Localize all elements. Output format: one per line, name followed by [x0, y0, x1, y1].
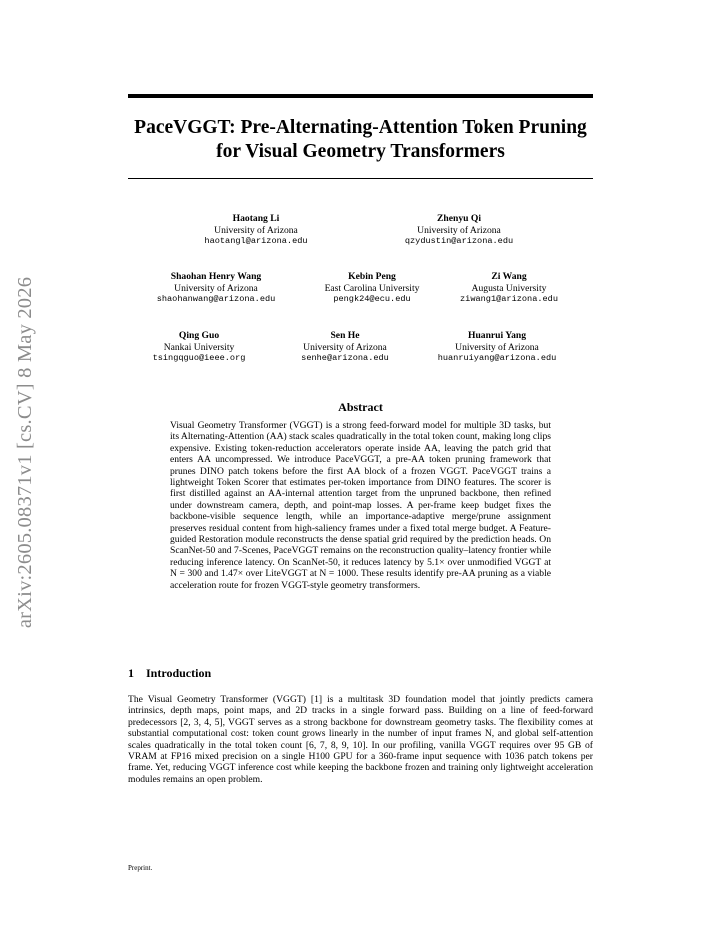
- author-affiliation: University of Arizona: [303, 341, 387, 353]
- author-affiliation: University of Arizona: [417, 224, 501, 236]
- author-name: Zi Wang: [491, 271, 527, 282]
- arxiv-id-text: arXiv:2605.08371v1 [cs.CV] 8 May 2026: [14, 276, 37, 628]
- author-block: [407, 330, 587, 365]
- preprint-footer: Preprint.: [128, 864, 153, 872]
- author-email: haotangl@arizona.edu: [204, 236, 308, 247]
- section-title: Introduction: [146, 666, 212, 680]
- author-block: [166, 213, 346, 248]
- author-name: Huanrui Yang: [467, 330, 527, 341]
- abstract-heading: Abstract: [338, 400, 383, 414]
- section-number: 1: [128, 666, 134, 680]
- title-top-rule: [128, 94, 593, 98]
- title-line-2: for Visual Geometry Transformers: [216, 141, 505, 162]
- author-email: huanruiyang@arizona.edu: [437, 353, 557, 364]
- author-email: ziwang1@arizona.edu: [460, 294, 558, 305]
- author-affiliation: University of Arizona: [455, 341, 539, 353]
- author-affiliation: Nankai University: [163, 341, 235, 353]
- author-email: senhe@arizona.edu: [301, 353, 389, 364]
- author-name: Shaohan Henry Wang: [170, 271, 262, 282]
- author-affiliation: University of Arizona: [174, 282, 258, 294]
- author-name: Kebin Peng: [348, 271, 396, 282]
- author-affiliation: Augusta University: [471, 282, 547, 294]
- author-name: Zhenyu Qi: [437, 213, 481, 224]
- introduction-text: The Visual Geometry Transformer (VGGT) [1] is a multitask 3D foundation model that jointly predicts camera intrinsics, depth maps, point maps, and 2D tracks in a single forward pass. Building on a line of feed-forward predecessors [2, 3, 4, 5], VGGT serves as a strong backbone for downstream geometry tasks. The flexibility comes at substantial computational cost: token count grows linearly in the number of input frames N, and global self-attention scales quadratically in the total token count [6, 7, 8, 9, 10]. In our profiling, vanilla VGGT requires over 95 GB of VRAM at FP16 mixed precision on a single H100 GPU for a 360-frame input sequence with 1036 patch tokens per frame. Yet, reducing VGGT inference cost while keeping the backbone frozen and training only lightweight acceleration modules remains an open problem.: [128, 694, 593, 785]
- author-block: [126, 271, 306, 306]
- author-email: shaohanwang@arizona.edu: [156, 294, 276, 305]
- author-name: Haotang Li: [232, 213, 280, 224]
- author-name: Sen He: [330, 330, 360, 341]
- author-affiliation: University of Arizona: [214, 224, 298, 236]
- author-name: Qing Guo: [178, 330, 220, 341]
- title-bottom-rule: [128, 178, 593, 179]
- author-block: [369, 213, 549, 248]
- section-heading-introduction: [128, 666, 211, 681]
- author-email: qzydustin@arizona.edu: [404, 236, 514, 247]
- title-line-1: PaceVGGT: Pre-Alternating-Attention Token Pruning: [134, 117, 587, 138]
- paper-title: [128, 116, 593, 164]
- author-email: pengk24@ecu.edu: [333, 294, 411, 305]
- abstract-text: Visual Geometry Transformer (VGGT) is a strong feed-forward model for multiple 3D tasks, but its Alternating-Attention (AA) stack scales quadratically in the total token count, making long clips expensive. Existing token-reduction accelerators operate inside AA, leaving the patch grid that enters AA uncompressed. We introduce PaceVGGT, a pre-AA token pruning framework that prunes DINO patch tokens before the first AA block of a frozen VGGT. PaceVGGT trains a lightweight Token Scorer that estimates per-token importance from DINO features. The scorer is first distilled against an AA-internal attention target from the unpruned backbone, then refined under downstream camera, depth, and point-map losses. A per-frame keep budget fixes the backbone-visible sequence length, while an importance-adaptive merge/prune assignment preserves residual content from high-saliency frames under a fixed total merge budget. A Feature-guided Restoration module reconstructs the dense spatial grid required by the prediction heads. On ScanNet-50 and 7-Scenes, PaceVGGT remains on the reconstruction quality–latency frontier while reducing inference latency. On ScanNet-50, it reduces latency by 5.1× over unmodified VGGT at N = 300 and 1.47× over LiteVGGT at N = 1000. These results identify pre-AA pruning as a viable acceleration route for frozen VGGT-style geometry transformers.: [170, 420, 551, 591]
- arxiv-identifier-stamp: [6, 262, 46, 642]
- author-block: [419, 271, 599, 306]
- author-affiliation: East Carolina University: [324, 282, 420, 294]
- author-email: tsingqguo@ieee.org: [152, 353, 246, 364]
